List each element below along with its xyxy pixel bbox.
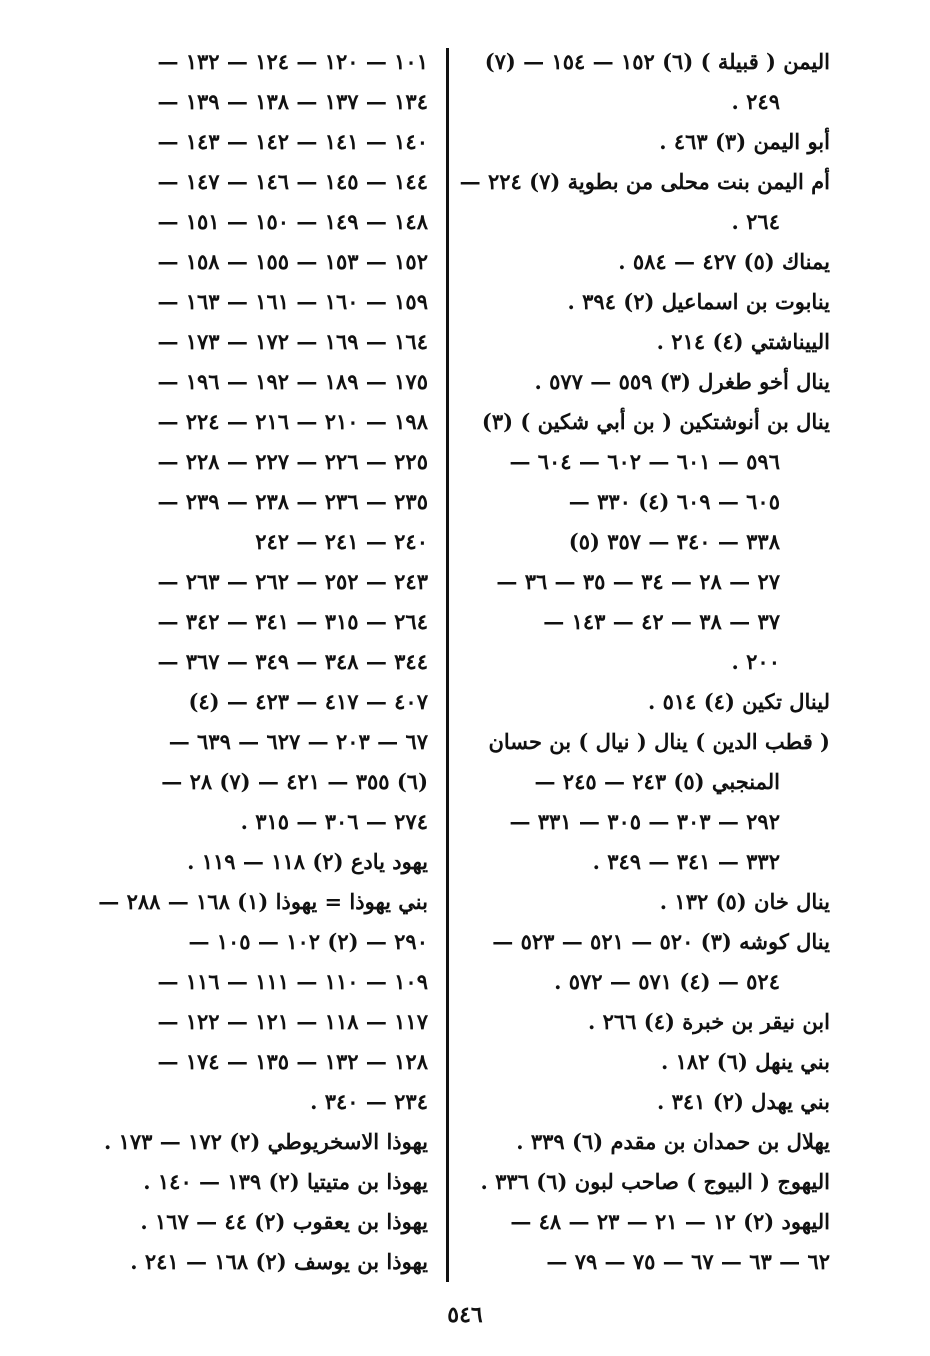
- index-entry-line: (٦) ٣٥٥ — ٤٢١ — (٧) ٢٨ —: [161, 769, 428, 794]
- index-entry-line: ٦٢ — ٦٣ — ٦٧ — ٧٥ — ٧٩ —: [546, 1249, 830, 1274]
- index-entry-line: ١٠١ — ١٢٠ — ١٢٤ — ١٣٢ —: [157, 49, 428, 74]
- index-entry-line: ٣٣٨ — ٣٤٠ — ٣٥٧ (٥): [568, 529, 780, 554]
- index-entry-line: اليهوج ( البيوج ) صاحب لبون (٦) ٣٣٦ .: [480, 1169, 830, 1194]
- index-entry-line: ٢٦٤ — ٣١٥ — ٣٤١ — ٣٤٢ —: [157, 609, 428, 634]
- index-entry-line: ٢٩٢ — ٣٠٣ — ٣٠٥ — ٣٣١ —: [509, 809, 780, 834]
- index-entry-line: يهوذا بن متيتيا (٢) ١٣٩ — ١٤٠ .: [143, 1169, 428, 1194]
- index-entry-line: ٢٧ — ٢٨ — ٣٤ — ٣٥ — ٣٦ —: [496, 569, 780, 594]
- index-entry-line: ١٦٤ — ١٦٩ — ١٧٢ — ١٧٣ —: [157, 329, 428, 354]
- index-entry-line: ٢٧٤ — ٣٠٦ — ٣١٥ .: [240, 809, 428, 834]
- index-entry-line: ١٠٩ — ١١٠ — ١١١ — ١١٦ —: [157, 969, 428, 994]
- index-entry-line: ١٢٨ — ١٣٢ — ١٣٥ — ١٧٤ —: [157, 1049, 428, 1074]
- index-entry-line: ١٤٨ — ١٤٩ — ١٥٠ — ١٥١ —: [157, 209, 428, 234]
- index-entry-line: ٣٤٤ — ٣٤٨ — ٣٤٩ — ٣٦٧ —: [157, 649, 428, 674]
- index-entry-line: الييناشتي (٤) ٢١٤ .: [656, 329, 830, 354]
- index-entry-line: يهوذا الاسخريوطي (٢) ١٧٢ — ١٧٣ .: [103, 1129, 428, 1154]
- index-entry-line: ينال كوشه (٣) ٥٢٠ — ٥٢١ — ٥٢٣ —: [492, 929, 830, 954]
- index-entry-line: المنجبي (٥) ٢٤٣ — ٢٤٥ —: [534, 769, 780, 794]
- index-entry-line: يهود يادع (٢) ١١٨ — ١١٩ .: [187, 849, 428, 874]
- index-entry-line: بني يهوذا = يهوذا (١) ١٦٨ — ٢٨٨ —: [98, 889, 428, 914]
- index-entry-line: ينابوت بن اسماعيل (٢) ٣٩٤ .: [567, 289, 830, 314]
- index-entry-line: يهوذا بن يوسف (٢) ١٦٨ — ٢٤١ .: [130, 1249, 428, 1274]
- page-number: ٥٤٦: [447, 1302, 483, 1328]
- index-entry-line: لينال تكين (٤) ٥١٤ .: [647, 689, 830, 714]
- index-entry-line: ٦٧ — ٢٠٣ — ٦٢٧ — ٦٣٩ —: [168, 729, 428, 754]
- left-column: [78, 42, 428, 1282]
- index-entry-line: ١٤٤ — ١٤٥ — ١٤٦ — ١٤٧ —: [157, 169, 428, 194]
- index-entry-line: ٢٤٣ — ٢٥٢ — ٢٦٢ — ٢٦٣ —: [157, 569, 428, 594]
- index-entry-line: ٤٠٧ — ٤١٧ — ٤٢٣ — (٤): [188, 689, 428, 714]
- index-entry-line: اليمن ( قبيلة ) (٦) ١٥٢ — ١٥٤ — (٧): [484, 49, 830, 74]
- index-entry-line: ١١٧ — ١١٨ — ١٢١ — ١٢٢ —: [157, 1009, 428, 1034]
- index-entry-line: أبو اليمن (٣) ٤٦٣ .: [659, 129, 830, 154]
- index-entry-line: ٢٤٩ .: [731, 89, 780, 114]
- index-entry-line: أم اليمن بنت محلى من بطوية (٧) ٢٢٤ —: [459, 169, 830, 194]
- index-entry-line: ينال خان (٥) ١٣٢ .: [659, 889, 830, 914]
- index-entry-line: اليهود (٢) ١٢ — ٢١ — ٢٣ — ٤٨ —: [510, 1209, 830, 1234]
- index-entry-line: ٣٧ — ٣٨ — ٤٢ — ١٤٣ —: [543, 609, 780, 634]
- index-entry-line: بني ينهل (٦) ١٨٢ .: [660, 1049, 830, 1074]
- index-entry-line: ينال أخو طغرل (٣) ٥٥٩ — ٥٧٧ .: [534, 369, 830, 394]
- index-entry-line: ٥٩٦ — ٦٠١ — ٦٠٢ — ٦٠٤ —: [509, 449, 780, 474]
- index-entry-line: ١٥٢ — ١٥٣ — ١٥٥ — ١٥٨ —: [157, 249, 428, 274]
- column-divider: [446, 48, 449, 1282]
- index-entry-line: ٢٣٥ — ٢٣٦ — ٢٣٨ — ٢٣٩ —: [157, 489, 428, 514]
- index-entry-line: ٢٩٠ — (٢) ١٠٢ — ١٠٥ —: [188, 929, 428, 954]
- index-entry-line: ينال بن أنوشتكين ( بن أبي شكين ) (٣): [481, 409, 830, 434]
- index-entry-line: ( قطب الدين ) ينال ( نيال ) بن حسان: [488, 729, 830, 754]
- index-entry-line: ١٩٨ — ٢١٠ — ٢١٦ — ٢٢٤ —: [157, 409, 428, 434]
- index-entry-line: ٥٢٤ — (٤) ٥٧١ — ٥٧٢ .: [554, 969, 780, 994]
- index-entry-line: ٣٣٢ — ٣٤١ — ٣٤٩ .: [592, 849, 780, 874]
- index-entry-line: ١٥٩ — ١٦٠ — ١٦١ — ١٦٣ —: [157, 289, 428, 314]
- index-entry-line: ٢٢٥ — ٢٢٦ — ٢٢٧ — ٢٢٨ —: [157, 449, 428, 474]
- index-entry-line: ٢٦٤ .: [731, 209, 780, 234]
- index-entry-line: يهوذا بن يعقوب (٢) ٤٤ — ١٦٧ .: [140, 1209, 428, 1234]
- index-entry-line: ٢٣٤ — ٣٤٠ .: [310, 1089, 428, 1114]
- index-entry-line: ٢٠٠ .: [731, 649, 780, 674]
- right-column: [459, 42, 830, 1282]
- index-entry-line: يمناك (٥) ٤٢٧ — ٥٨٤ .: [618, 249, 830, 274]
- index-entry-line: ٦٠٥ — ٦٠٩ (٤) ٣٣٠ —: [568, 489, 780, 514]
- index-entry-line: يهلال بن حمدان بن مقدم (٦) ٣٣٩ .: [516, 1129, 830, 1154]
- index-entry-line: ٢٤٠ — ٢٤١ — ٢٤٢: [255, 529, 428, 554]
- index-entry-line: ابن نيقر بن خبرة (٤) ٢٦٦ .: [588, 1009, 830, 1034]
- index-entry-line: ١٧٥ — ١٨٩ — ١٩٢ — ١٩٦ —: [157, 369, 428, 394]
- index-entry-line: ١٤٠ — ١٤١ — ١٤٢ — ١٤٣ —: [157, 129, 428, 154]
- index-entry-line: بني يهدل (٢) ٣٤١ .: [656, 1089, 830, 1114]
- index-entry-line: ١٣٤ — ١٣٧ — ١٣٨ — ١٣٩ —: [157, 89, 428, 114]
